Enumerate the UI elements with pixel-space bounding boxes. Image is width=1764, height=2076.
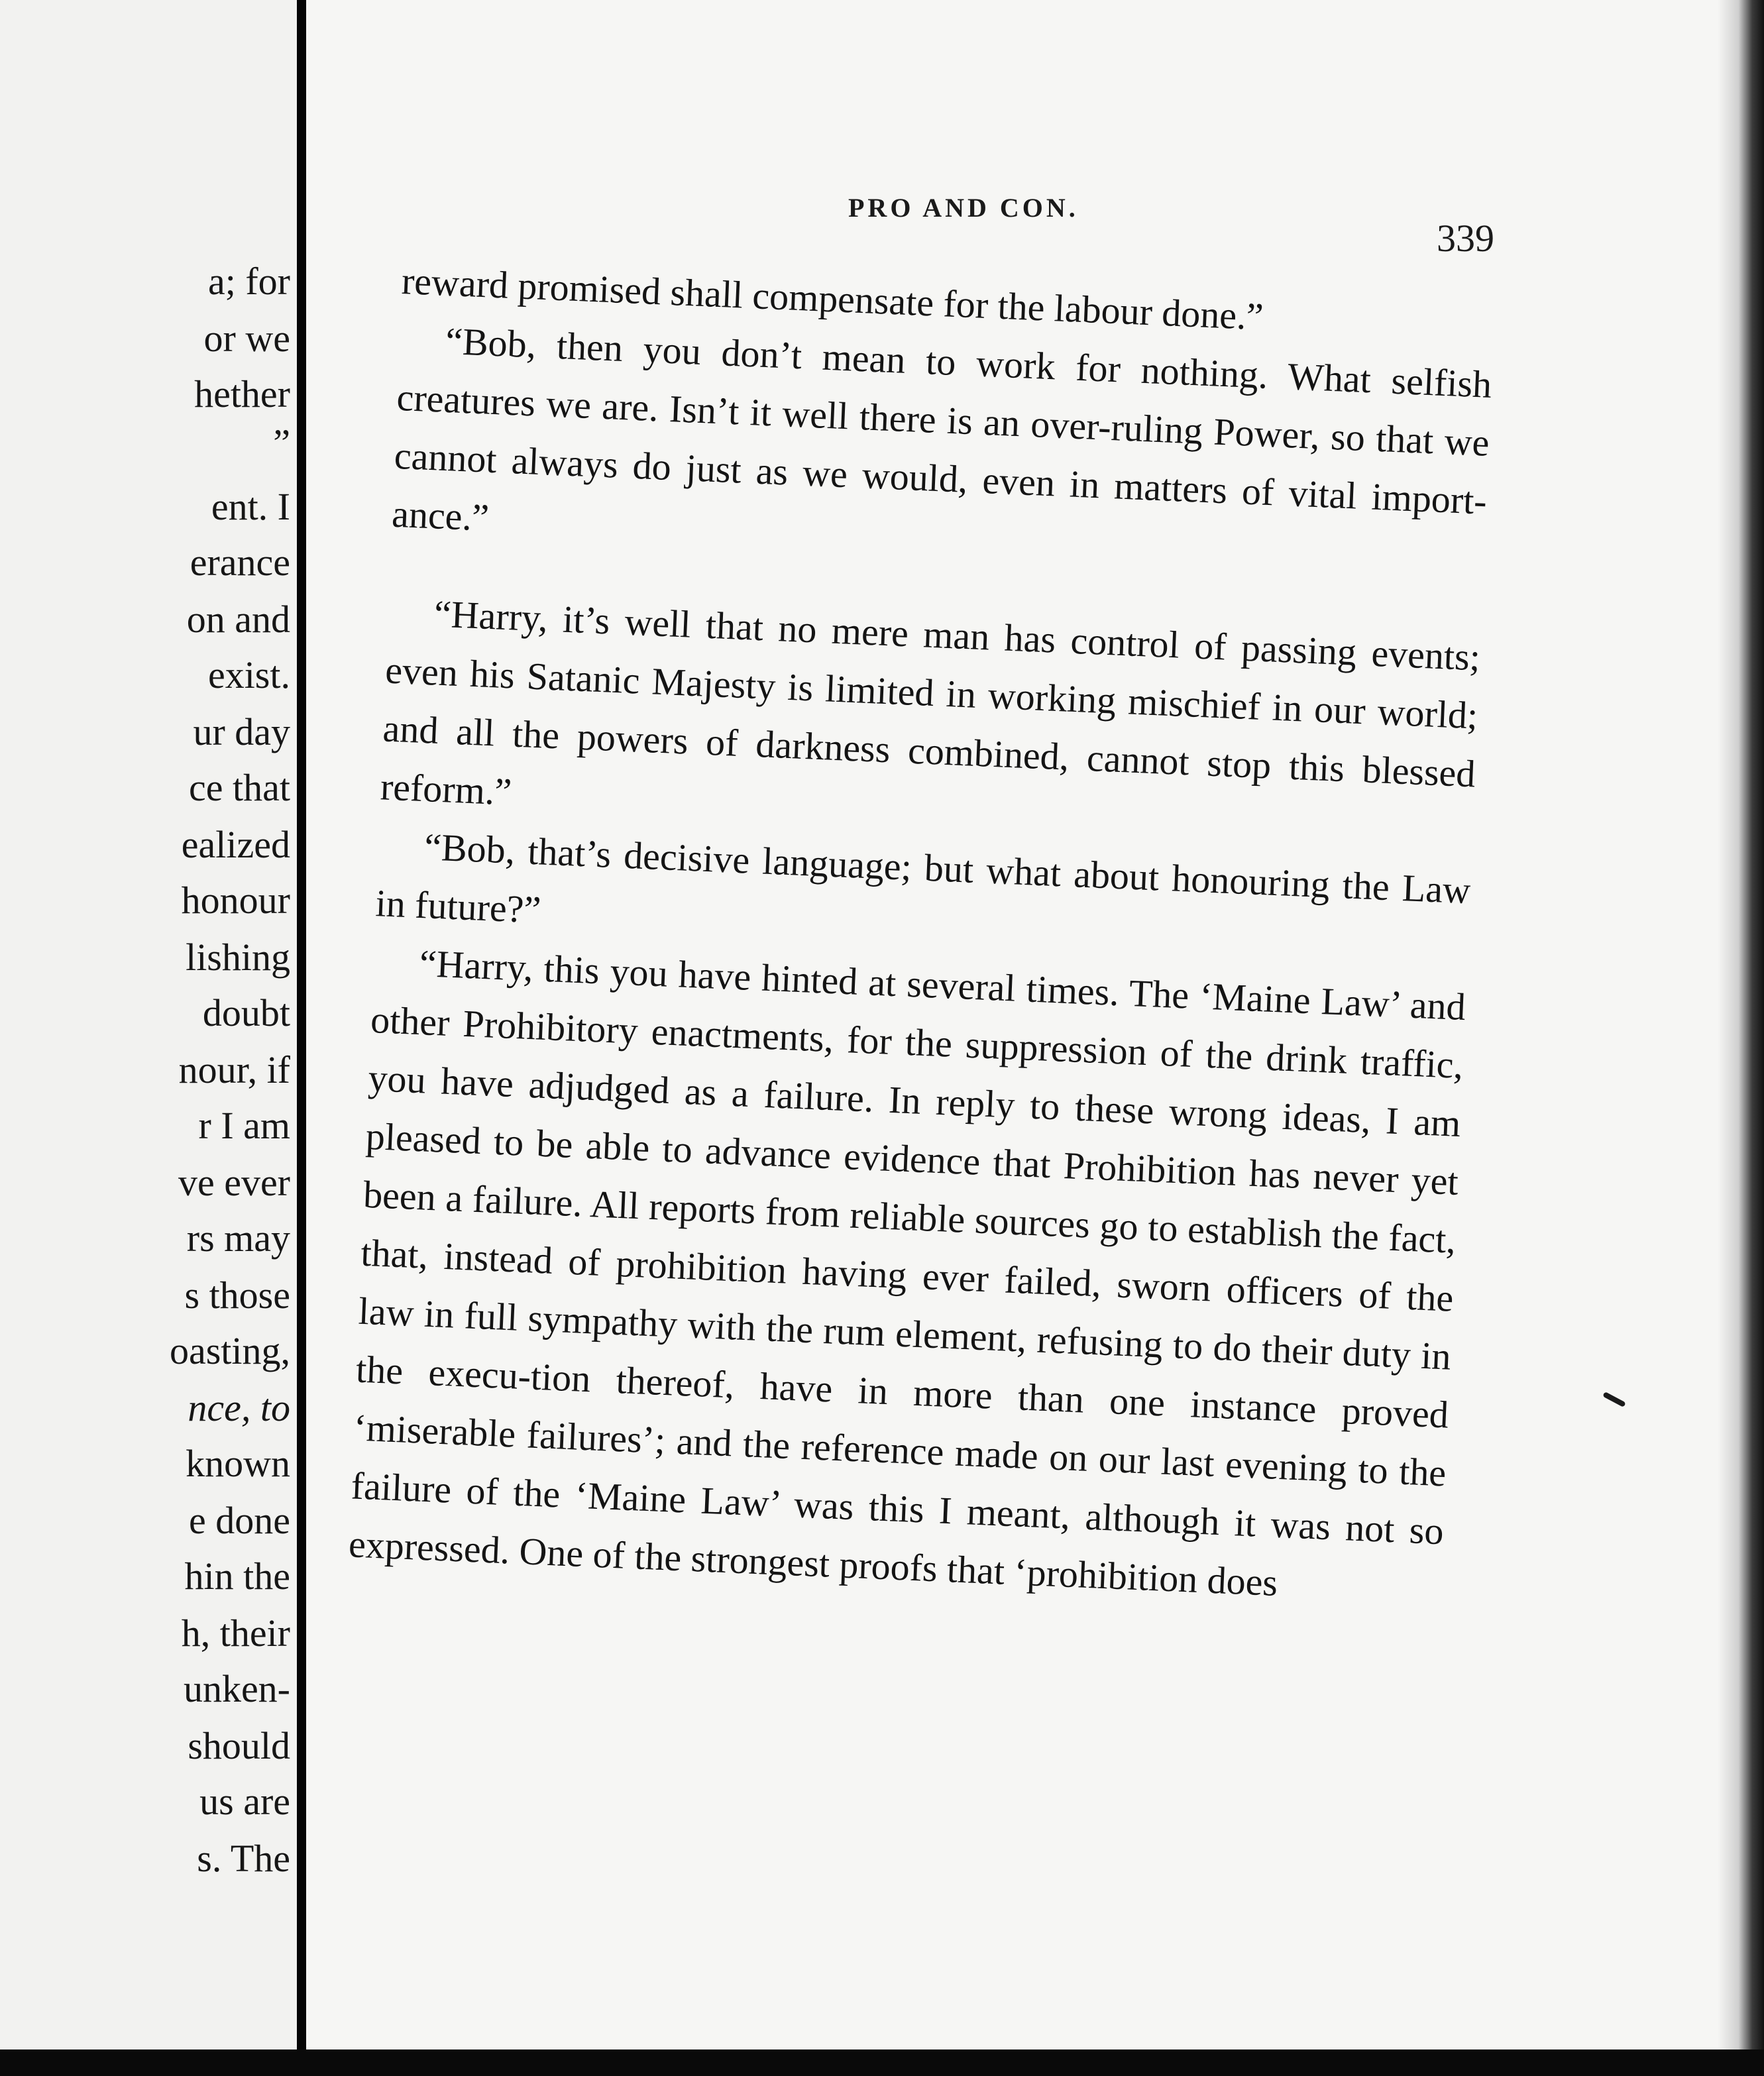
paragraph: reward promised shall compensate for the labour done.” — [400, 258, 1264, 339]
left-page-line: exist. — [207, 653, 290, 696]
left-page-line: hin the — [184, 1555, 290, 1598]
left-page-line: rs may — [186, 1217, 290, 1260]
left-page-line: known — [186, 1442, 290, 1485]
left-page-line: e done — [189, 1499, 290, 1542]
left-page-line: s. The — [197, 1837, 290, 1880]
left-page-line: nour, if — [178, 1048, 290, 1091]
page-edge-shadow — [1718, 0, 1764, 2076]
left-page-line: ” — [273, 421, 290, 464]
body-text — [347, 252, 1495, 1619]
left-page-line: us are — [199, 1780, 290, 1823]
left-page-line: lishing — [186, 936, 290, 979]
left-page-line: ealized — [181, 823, 290, 866]
paragraph: “Harry, it’s well that no mere man has control of passing events; even his Satanic Majesty is limited in working mischief in our world; and all the powers of darkness combined, cannot stop this blessed reform.” — [379, 592, 1482, 814]
paragraph: “Bob, then you don’t mean to work for nothing. What selfish creatures we are. Isn’t it well there is an over-ruling Power, so that we cannot always do just as we would, even in matters of vital import-ance.” — [391, 319, 1493, 539]
left-page — [0, 0, 297, 2054]
left-page-line: hether — [194, 372, 290, 415]
running-head: PRO AND CON. — [848, 193, 1079, 223]
left-page-line: erance — [190, 541, 290, 584]
left-page-line: nce, to — [188, 1386, 290, 1429]
left-page-line: h, their — [181, 1612, 290, 1655]
left-page-line: honour — [181, 879, 290, 922]
left-page-line: on and — [186, 598, 290, 641]
left-page-line: ce that — [189, 766, 290, 809]
left-page-line: oasting, — [169, 1329, 290, 1372]
left-page-line: ent. I — [211, 485, 290, 528]
left-page-line: a; for — [208, 260, 290, 303]
left-page-line: ve ever — [178, 1161, 290, 1204]
left-page-line: s those — [184, 1274, 290, 1317]
book-gutter — [297, 0, 306, 2076]
paragraph: “Harry, this you have hinted at several times. The ‘Maine Law’ and other Prohibitory enactments, for the suppression of the drink traffic, you have adjudged as a failure. In reply to these wrong ideas, I am pleased to be able to advance evidence that Prohibition has never yet been a failure. All reports from reliable sources go to establish the fact, that, instead of prohibition having ever failed, sworn officers of the law in full sympathy with the rum element, refusing to do their duty in the execu-tion thereof, have in more than one instance proved ‘miserable failures’; and the reference made on our last evening to the failure of the ‘Maine Law’ was this I meant, although it was not so expressed. One of the strongest proofs that ‘prohibition does — [347, 942, 1467, 1605]
left-page-line: doubt — [202, 991, 290, 1034]
left-page-line: or we — [203, 317, 290, 360]
left-page-line: should — [188, 1724, 290, 1767]
left-page-line: unken- — [183, 1667, 290, 1710]
scan-border — [0, 2049, 1764, 2076]
left-page-line: r I am — [198, 1104, 290, 1147]
page-number: 339 — [1437, 217, 1494, 260]
left-page-line: ur day — [193, 710, 290, 753]
paragraph: “Bob, that’s decisive language; but what about honouring the Law in future?” — [374, 825, 1472, 932]
